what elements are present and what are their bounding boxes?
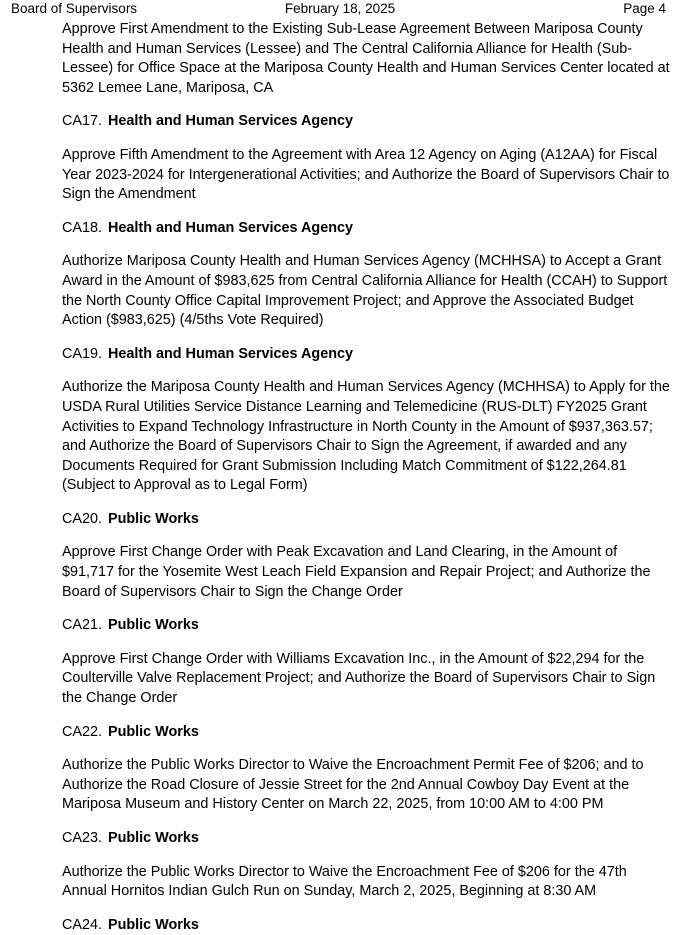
agenda-item: [62, 219, 672, 331]
agenda-item-heading: [62, 916, 672, 935]
agenda-item-number: CA20.: [62, 510, 102, 527]
agenda-body: [62, 20, 672, 935]
page-header: [0, 1, 680, 19]
lead-paragraph: Approve First Amendment to the Existing Sub-Lease Agreement Between Mariposa County Health and Human Services (Lessee) and The Central California Alliance for Health (Sub-Lessee) for Office Space at the Mariposa County Health and Human Services Center located at 5362 Lemee Lane, Mariposa, CA: [62, 21, 670, 96]
agenda-item: [62, 112, 672, 204]
agenda-item: [62, 345, 672, 496]
agenda-item: [62, 616, 672, 708]
agenda-item-department: Health and Human Services Agency: [108, 345, 353, 362]
agenda-item: [62, 510, 672, 602]
agenda-item-description: Authorize the Public Works Director to Waive the Encroachment Permit Fee of $206; and to Authorize the Road Closure of Jessie Street for the 2nd Annual Cowboy Day Event at the Mariposa Museum and History Center on March 22, 2025, from 10:00 AM to 4:00 PM: [62, 757, 644, 813]
page-number: Page 4: [623, 1, 666, 16]
agenda-item-heading: [62, 345, 672, 365]
agenda-item-number: CA23.: [62, 830, 102, 846]
agenda-item-department: Public Works: [108, 510, 199, 527]
agenda-item-description: Authorize the Public Works Director to Waive the Encroachment Fee of $206 for the 47th Annual Hornitos Indian Gulch Run on Sunday, March 2, 2025, Beginning at 8:30 AM: [62, 863, 627, 900]
agenda-items: [62, 112, 672, 935]
agenda-item-number: CA19.: [62, 345, 102, 362]
agenda-item-heading: [62, 723, 672, 743]
agenda-item-heading: [62, 112, 672, 132]
agenda-item-heading: [62, 510, 672, 530]
agenda-item-department: Public Works: [108, 916, 199, 933]
agenda-item-department: Public Works: [108, 723, 199, 740]
agenda-item: [62, 916, 672, 935]
agenda-item-description: Approve First Change Order with Peak Excavation and Land Clearing, in the Amount of $91,717 for the Yosemite West Leach Field Expansion and Repair Project; and Authorize the Board of Supervisors Chair to Sign the Change Order: [62, 544, 651, 600]
agenda-item-description: Approve Fifth Amendment to the Agreement with Area 12 Agency on Aging (A12AA) for Fiscal Year 2023-2024 for Intergenerational Activities; and Authorize the Board of Supervisors Chair to Sign the Amendment: [62, 146, 670, 203]
agenda-item: [62, 829, 672, 902]
header-date: February 18, 2025: [284, 1, 396, 16]
agenda-item-department: Health and Human Services Agency: [108, 113, 353, 130]
agenda-item: [62, 723, 672, 815]
agenda-item-department: Health and Human Services Agency: [108, 219, 353, 236]
agenda-item-number: CA18.: [62, 219, 102, 236]
header-left: Board of Supervisors: [11, 1, 138, 16]
agenda-item-department: Public Works: [108, 617, 199, 634]
agenda-item-number: CA24.: [62, 916, 102, 933]
agenda-item-department: Public Works: [108, 830, 199, 846]
agenda-item-description: Approve First Change Order with Williams Excavation Inc., in the Amount of $22,294 for the Coulterville Valve Replacement Project; and Authorize the Board of Supervisors Chair to Sign the Change Order: [62, 650, 656, 707]
agenda-item-number: CA17.: [62, 113, 102, 130]
agenda-item-heading: [62, 616, 672, 636]
agenda-item-number: CA22.: [62, 723, 102, 740]
agenda-item-heading: [62, 829, 672, 849]
agenda-item-number: CA21.: [62, 617, 102, 634]
agenda-item-description: Authorize the Mariposa County Health and Human Services Agency (MCHHSA) to Apply for the USDA Rural Utilities Service Distance Learning and Telemedicine (RUS-DLT) FY2025 Grant Activities to Expand Technology Infrastructure in North County in the Amount of $937,363.57; and Authorize the Board of Supervisors Chair to Sign the Agreement, if awarded and any Documents Required for Grant Submission Including Match Commitment of $122,264.81 (Subject to Approval as to Legal Form): [62, 379, 670, 494]
agenda-item-description: Authorize Mariposa County Health and Human Services Agency (MCHHSA) to Accept a Grant Award in the Amount of $983,625 from Central California Alliance for Health (CCAH) to Support the North County Office Capital Improvement Project; and Approve the Associated Budget Action ($983,625) (4/5ths Vote Required): [62, 253, 668, 329]
agenda-item-heading: [62, 219, 672, 239]
